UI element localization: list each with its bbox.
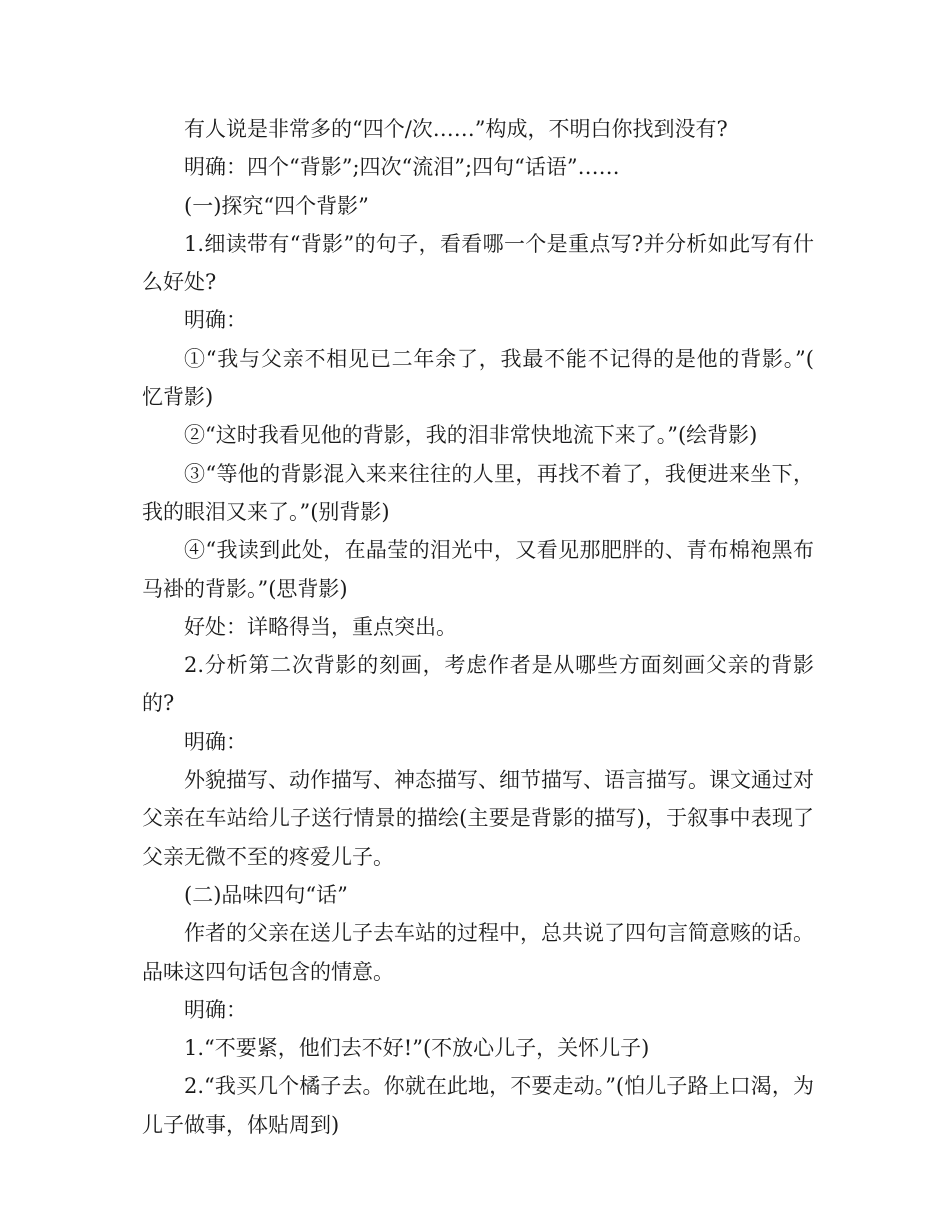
answer-label: 明确： [184,997,247,1022]
list-item: ②“这时我看见他的背影，我的泪非常快地流下来了。”(绘背影) [184,423,758,448]
paragraph: 外貌描写、动作描写、神态描写、细节描写、语言描写。课文通过对父亲在车站给儿子送行情景的描绘(主要是背影的描写)，于叙事中表现了父亲无微不至的疼爱儿子。 [142,768,814,869]
list-item: 1.“不要紧，他们去不好!”(不放心儿子，关怀儿子) [184,1036,650,1061]
paragraph: 作者的父亲在送儿子去车站的过程中，总共说了四句言简意赅的话。品味这四句话包含的情意。 [142,921,814,984]
answer-label: 明确： [184,308,247,333]
question: 2.分析第二次背影的刻画，考虑作者是从哪些方面刻画父亲的背影的? [142,653,814,716]
document-page [142,110,814,1144]
list-item: ③“等他的背影混入来来往往的人里，再找不着了，我便进来坐下，我的眼泪又来了。”(别背影) [142,461,814,524]
list-item: 2.“我买几个橘子去。你就在此地，不要走动。”(怕儿子路上口渴，为儿子做事，体贴周到) [142,1074,814,1137]
section-heading: (一)探究“四个背影” [184,193,369,218]
list-item: ①“我与父亲不相见已二年余了，我最不能不记得的是他的背影。”( 忆背影) [142,346,814,410]
answer-label: 明确： [184,729,247,754]
paragraph: 好处：详略得当，重点突出。 [184,614,457,639]
paragraph: 有人说是非常多的“四个/次……”构成，不明白你找到没有? [184,117,728,141]
paragraph: 明确：四个“背影”;四次“流泪”;四句“话语”…… [184,155,620,180]
list-item: ④“我读到此处，在晶莹的泪光中，又看见那肥胖的、青布棉袍黑布马褂的背影。”(思背影) [142,538,814,601]
question: 1.细读带有“背影”的句子，看看哪一个是重点写?并分析如此写有什么好处? [142,231,814,295]
section-heading: (二)品味四句“话” [184,882,348,907]
